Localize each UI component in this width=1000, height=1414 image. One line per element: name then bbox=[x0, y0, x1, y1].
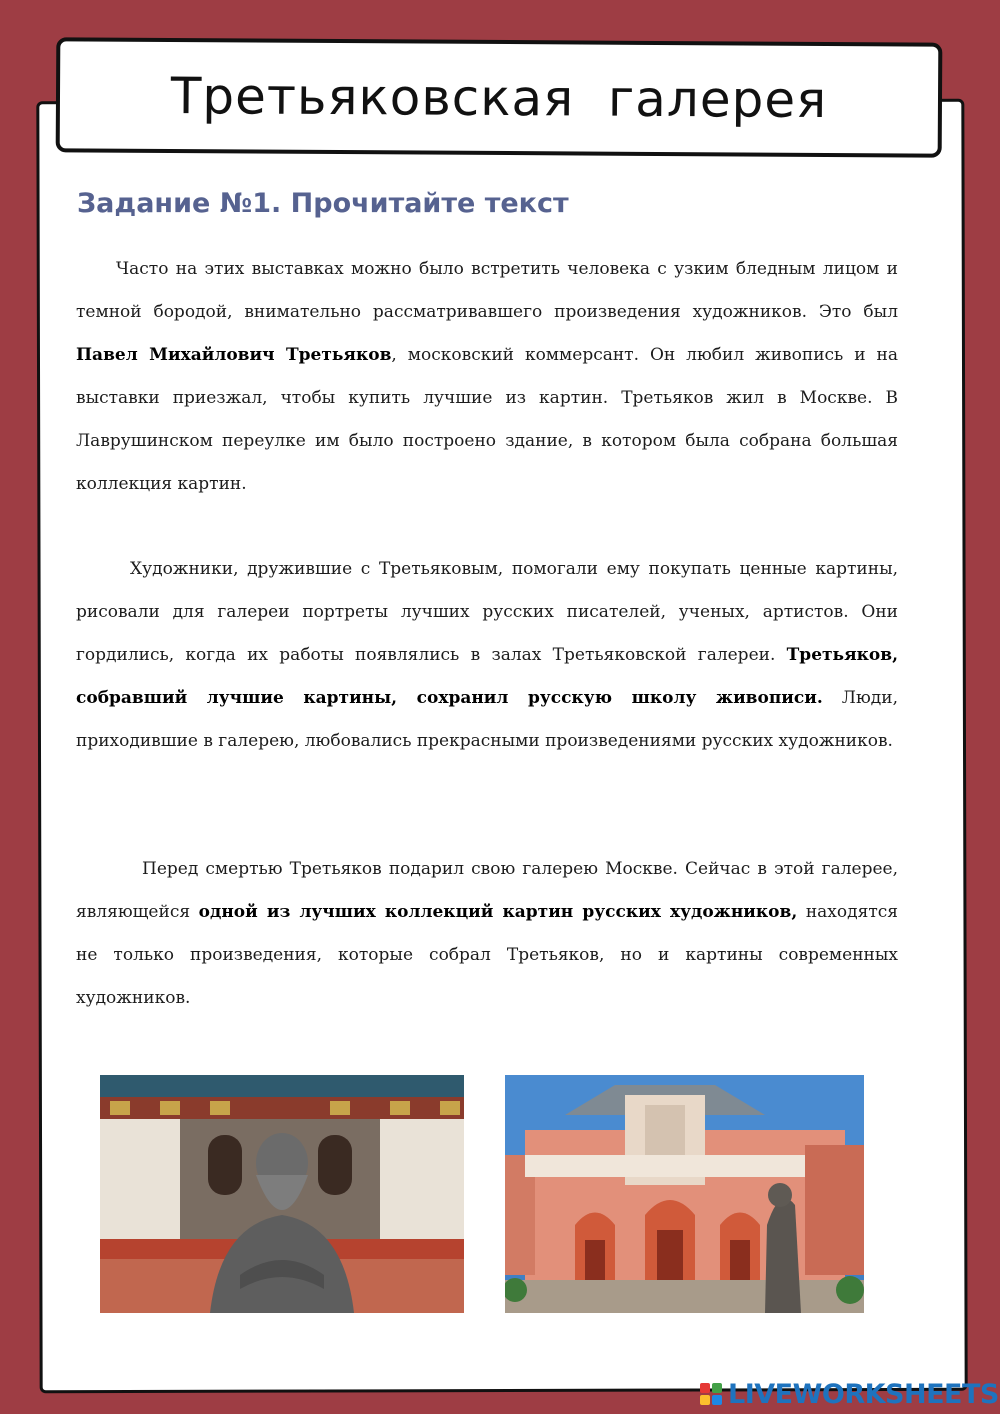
paragraph-1-text-b: , московский коммерсант. Он любил живопись и на выставки приезжал, чтобы купить лучшие из картин. Третьяков жил в Москве. В Лаврушинском переулке им было построено здание, в котором была собрана большая коллекция картин. bbox=[76, 345, 899, 494]
paragraph-2-bold: Третьяков, собравший лучшие картины, сохранил русскую школу живописи. bbox=[76, 645, 898, 708]
paragraph-3-text-b: находятся не только произведения, которые собрал Третьяков, но и картины современных художников. bbox=[76, 902, 898, 1008]
tretyakov-gallery-building-photo bbox=[505, 1075, 864, 1313]
paragraph-1-bold: Павел Михайлович Третьяков bbox=[76, 345, 392, 365]
page-title: Третьяковская галерея bbox=[170, 66, 828, 129]
paragraph-1-text-a: Часто на этих выставках можно было встретить человека с узким бледным лицом и темной бородой, внимательно рассматривавшего произведения художников. Это был bbox=[76, 259, 898, 322]
liveworksheets-logo-text: LIVEWORKSHEETS bbox=[728, 1378, 999, 1410]
paragraph-3-text-a: Перед смертью Третьяков подарил свою галерею Москве. Сейчас в этой галерее, являющейся bbox=[76, 859, 898, 922]
liveworksheets-logo-icon bbox=[700, 1383, 722, 1405]
liveworksheets-logo bbox=[700, 1380, 999, 1408]
tretyakov-monument-photo bbox=[100, 1075, 464, 1313]
task-heading: Задание №1. Прочитайте текст bbox=[77, 188, 569, 219]
paragraph-2 bbox=[76, 548, 898, 763]
paragraph-3-bold: одной из лучших коллекций картин русских художников, bbox=[198, 902, 798, 922]
paragraph-2-text-b: Люди, приходившие в галерею, любовались прекрасными произведениями русских художников. bbox=[76, 688, 898, 751]
title-banner bbox=[56, 37, 943, 157]
paragraph-2-text-a: Художники, дружившие с Третьяковым, помогали ему покупать ценные картины, рисовали для галереи портреты лучших русских писателей, ученых, артистов. Они гордились, когда их работы появлялись в залах Третьяковской галереи. bbox=[76, 559, 898, 665]
paragraph-3 bbox=[76, 848, 898, 1020]
paragraph-1 bbox=[76, 248, 898, 506]
